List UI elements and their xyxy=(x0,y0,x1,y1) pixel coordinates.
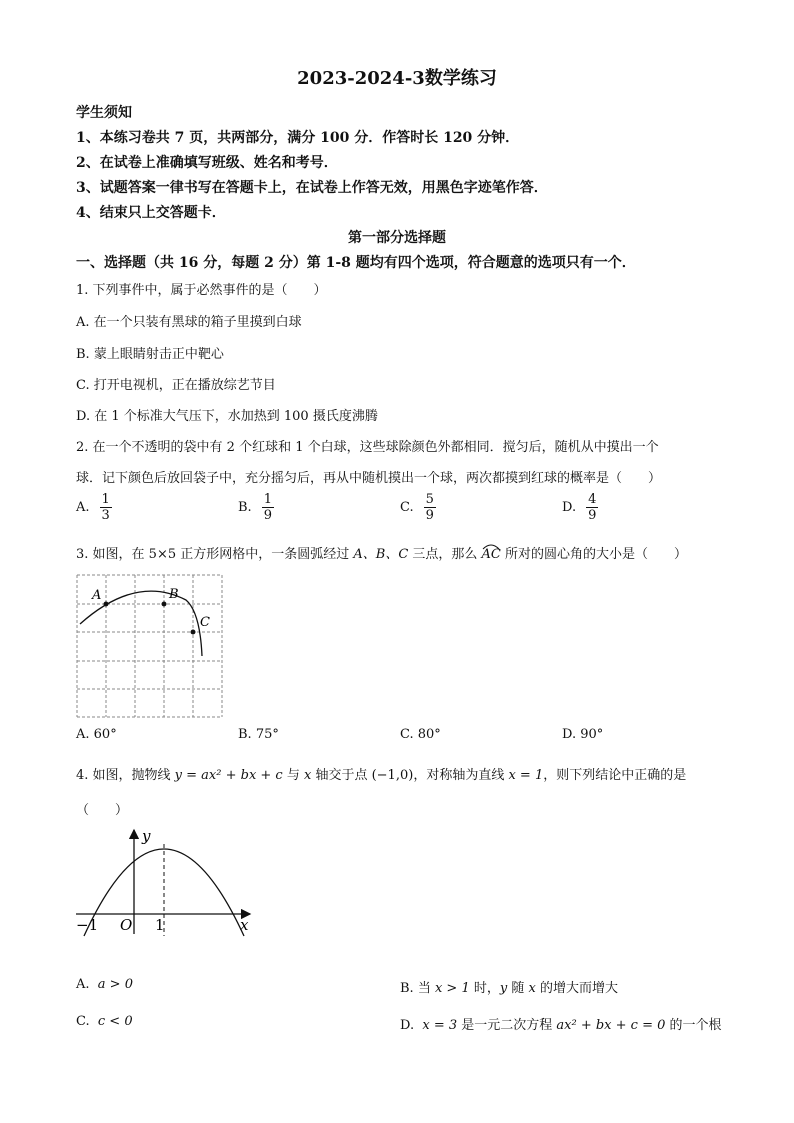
notice-item: 2、在试卷上准确填写班级、姓名和考号． xyxy=(76,155,338,171)
label-b: B xyxy=(169,587,179,602)
q1-option-b: B. 蒙上眼睛射击正中靶心 xyxy=(76,347,224,362)
neg-one-label: −1 xyxy=(76,916,99,934)
section-heading: 一、选择题（共 16 分，每题 2 分）第 1-8 题均有四个选项，符合题意的选项只有一个． xyxy=(76,255,636,271)
q3-option-c: C. 80° xyxy=(400,727,441,742)
y-label: y xyxy=(142,827,151,845)
q2-option-c: C. $\frac{5}{9}$ xyxy=(400,492,434,523)
fraction: $\frac{1}{9}$ xyxy=(263,492,272,523)
notice-item: 3、试题答案一律书写在答题卡上，在试卷上作答无效，用黑色字迹笔作答． xyxy=(76,180,548,196)
q2-stem-line1: 2. 在一个不透明的袋中有 2 个红球和 1 个白球，这些球除颜色外都相同．搅匀后，随机从中摸出一个 xyxy=(76,440,659,455)
q2-stem-line2: 球．记下颜色后放回袋子中，充分摇匀后，再从中随机摸出一个球，两次都摸到红球的概率是（ ） xyxy=(76,471,662,486)
x-label: x xyxy=(240,916,249,934)
q3-option-b: B. 75° xyxy=(238,727,279,742)
q1-stem: 1. 下列事件中，属于必然事件的是（ ） xyxy=(76,283,327,298)
origin-label: O xyxy=(120,916,133,934)
label-c: C xyxy=(200,615,210,630)
q4-option-d: D. x = 3 是一元二次方程 ax² + bx + c = 0 的一个根 xyxy=(400,1018,722,1033)
point-b xyxy=(162,602,167,607)
arc-ac-label: AC xyxy=(481,547,501,562)
q3-stem: 3. 如图，在 5×5 正方形网格中，一条圆弧经过 A、B、C 三点，那么 AC 所对的圆心角的大小是（ ） xyxy=(76,547,688,562)
label-a: A xyxy=(92,588,102,603)
fraction: $\frac{5}{9}$ xyxy=(425,492,434,523)
q4-paren: （ ） xyxy=(76,803,129,818)
q4-option-b: B. 当 x > 1 时，y 随 x 的增大而增大 xyxy=(400,981,618,996)
q2-option-b: B. $\frac{1}{9}$ xyxy=(238,492,272,523)
q2-option-a: A. $\frac{1}{3}$ xyxy=(76,492,110,523)
q4-parabola-figure xyxy=(74,826,260,938)
q4-option-a: A. a > 0 xyxy=(76,977,133,992)
q2-option-d: D. $\frac{4}{9}$ xyxy=(562,492,597,523)
one-label: 1 xyxy=(155,916,165,934)
q1-option-c: C. 打开电视机，正在播放综艺节目 xyxy=(76,378,276,393)
q4-option-c: C. c < 0 xyxy=(76,1014,133,1029)
q1-option-d: D. 在 1 个标准大气压下，水加热到 100 摄氏度沸腾 xyxy=(76,409,378,424)
q3-option-d: D. 90° xyxy=(562,727,604,742)
q1-option-a: A. 在一个只装有黑球的箱子里摸到白球 xyxy=(76,315,302,330)
fraction: $\frac{1}{3}$ xyxy=(101,492,110,523)
page-title: 2023-2024-3数学练习 xyxy=(297,68,497,89)
notice-item: 4、结束只上交答题卡． xyxy=(76,205,226,221)
q3-grid-figure xyxy=(76,574,224,719)
part-title: 第一部分选择题 xyxy=(348,230,446,246)
point-c xyxy=(191,630,196,635)
q3-option-a: A. 60° xyxy=(76,727,117,742)
fraction: $\frac{4}{9}$ xyxy=(588,492,597,523)
notice-heading: 学生须知 xyxy=(76,105,132,121)
point-a xyxy=(104,602,109,607)
q4-stem: 4. 如图，抛物线 y = ax² + bx + c 与 x 轴交于点 (−1,0)，对称轴为直线 x = 1，则下列结论中正确的是 xyxy=(76,768,687,783)
notice-item: 1、本练习卷共 7 页，共两部分，满分 100 分．作答时长 120 分钟． xyxy=(76,130,520,146)
